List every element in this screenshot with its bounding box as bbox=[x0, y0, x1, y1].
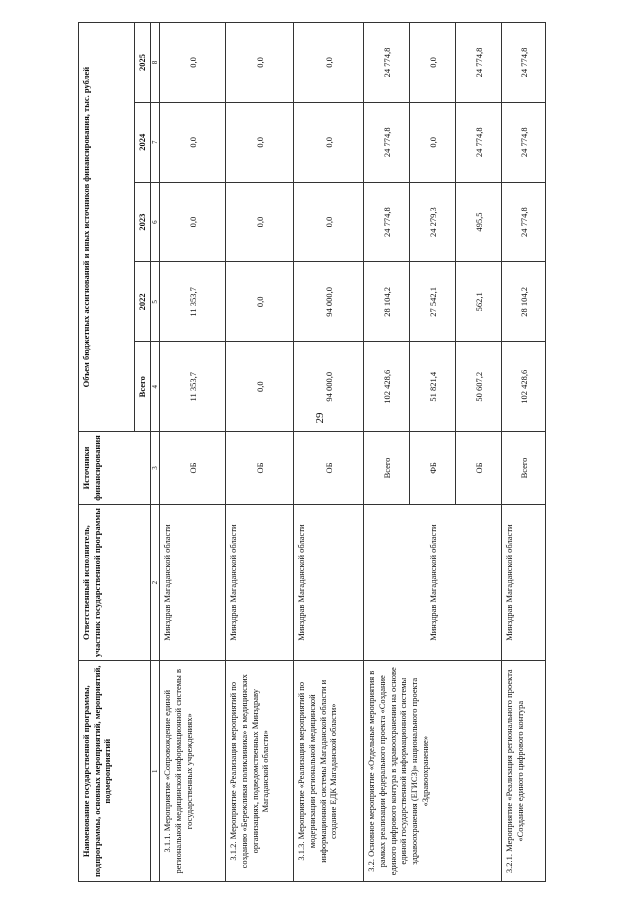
row-value: 0,0 bbox=[226, 342, 294, 432]
row-name: 3.2. Основное мероприятие «Отдельные мероприятия в рамках реализации федерального проекта «Создание единого цифрового контура в здравоохранении на основе единой государственной информационной системы здравоохранения (ЕГИСЗ)» национального проекта «Здравоохранение» bbox=[364, 661, 502, 882]
row-value: 28 104,2 bbox=[502, 262, 546, 342]
row-executor: Минздрав Магаданской области bbox=[294, 504, 364, 661]
header-name: Наименование государственной программы, подпрограммы, основных мероприятий, мероприятий, подмероприятий bbox=[79, 661, 151, 882]
row-value: 24 774,8 bbox=[456, 102, 502, 182]
table-row bbox=[226, 23, 294, 882]
header-year-2024: 2024 bbox=[135, 102, 151, 182]
row-value: 94 000,0 bbox=[294, 262, 364, 342]
row-value: 0,0 bbox=[226, 182, 294, 262]
row-value: 28 104,2 bbox=[364, 262, 410, 342]
row-value: 24 774,8 bbox=[456, 23, 502, 103]
row-value: 0,0 bbox=[294, 102, 364, 182]
row-value: 102 428,6 bbox=[502, 342, 546, 432]
table-row bbox=[294, 23, 364, 882]
row-value: 24 774,8 bbox=[502, 23, 546, 103]
row-value: 94 000,0 bbox=[294, 342, 364, 432]
col-index: 4 bbox=[150, 342, 160, 432]
financing-table bbox=[78, 22, 546, 882]
row-source: Всего bbox=[364, 432, 410, 505]
page-number: 29 bbox=[314, 412, 326, 424]
row-value: 24 774,8 bbox=[364, 102, 410, 182]
row-value: 24 774,8 bbox=[502, 102, 546, 182]
header-source: Источники финансирования bbox=[79, 432, 151, 505]
row-executor: Минздрав Магаданской области bbox=[160, 504, 226, 661]
row-value: 0,0 bbox=[226, 102, 294, 182]
header-year-2025: 2025 bbox=[135, 23, 151, 103]
row-value: 495,5 bbox=[456, 182, 502, 262]
header-year-2023: 2023 bbox=[135, 182, 151, 262]
row-value: 24 774,8 bbox=[364, 23, 410, 103]
col-index: 5 bbox=[150, 262, 160, 342]
table-row bbox=[160, 23, 226, 882]
row-value: 0,0 bbox=[410, 23, 456, 103]
row-value: 0,0 bbox=[294, 182, 364, 262]
row-source: Всего bbox=[502, 432, 546, 505]
row-value: 562,1 bbox=[456, 262, 502, 342]
row-value: 11 353,7 bbox=[160, 342, 226, 432]
column-index-row bbox=[150, 23, 160, 882]
row-value: 0,0 bbox=[410, 102, 456, 182]
header-financing-group: Объем бюджетных ассигнований и иных источников финансирования, тыс. рублей bbox=[79, 23, 135, 432]
row-executor: Минздрав Магаданской области bbox=[364, 504, 502, 661]
col-index: 8 bbox=[150, 23, 160, 103]
col-index: 7 bbox=[150, 102, 160, 182]
row-source: ОБ bbox=[160, 432, 226, 505]
row-value: 51 821,4 bbox=[410, 342, 456, 432]
row-value: 0,0 bbox=[160, 182, 226, 262]
row-source: ОБ bbox=[294, 432, 364, 505]
table-row bbox=[502, 23, 546, 882]
row-name: 3.1.2. Мероприятие «Реализация мероприятий по созданию «Бережливая поликлиника» в медицинских организациях, подведомственных Минздраву Магаданской области» bbox=[226, 661, 294, 882]
row-value: 0,0 bbox=[226, 262, 294, 342]
row-source: ОБ bbox=[456, 432, 502, 505]
row-name: 3.1.1. Мероприятие «Сопровождение единой региональной медицинской информационной системы в государственных учреждениях» bbox=[160, 661, 226, 882]
row-executor: Минздрав Магаданской области bbox=[502, 504, 546, 661]
col-index: 6 bbox=[150, 182, 160, 262]
row-value: 0,0 bbox=[160, 23, 226, 103]
row-value: 102 428,6 bbox=[364, 342, 410, 432]
row-value: 24 774,8 bbox=[364, 182, 410, 262]
row-name: 3.1.3. Мероприятие «Реализация мероприятий по модернизации региональной медицинской информационной системы Магаданской области и создание ЕДК Магаданской области» bbox=[294, 661, 364, 882]
row-name: 3.2.1. Мероприятие «Реализация регионального проекта «Создание единого цифрового контура bbox=[502, 661, 546, 882]
col-index: 1 bbox=[150, 661, 160, 882]
col-index: 3 bbox=[150, 432, 160, 505]
rotated-table-container bbox=[78, 22, 582, 882]
col-index: 2 bbox=[150, 504, 160, 661]
table-row bbox=[364, 23, 410, 882]
row-value: 11 353,7 bbox=[160, 262, 226, 342]
row-source: ОБ bbox=[226, 432, 294, 505]
row-value: 27 542,1 bbox=[410, 262, 456, 342]
header-year-2022: 2022 bbox=[135, 262, 151, 342]
row-value: 24 774,8 bbox=[502, 182, 546, 262]
row-value: 50 607,2 bbox=[456, 342, 502, 432]
row-value: 0,0 bbox=[160, 102, 226, 182]
row-source: ФБ bbox=[410, 432, 456, 505]
header-year-total: Всего bbox=[135, 342, 151, 432]
header-executor: Ответственный исполнитель, участник государственной программы bbox=[79, 504, 151, 661]
row-value: 0,0 bbox=[226, 23, 294, 103]
row-value: 24 279,3 bbox=[410, 182, 456, 262]
row-value: 0,0 bbox=[294, 23, 364, 103]
row-executor: Минздрав Магаданской области bbox=[226, 504, 294, 661]
